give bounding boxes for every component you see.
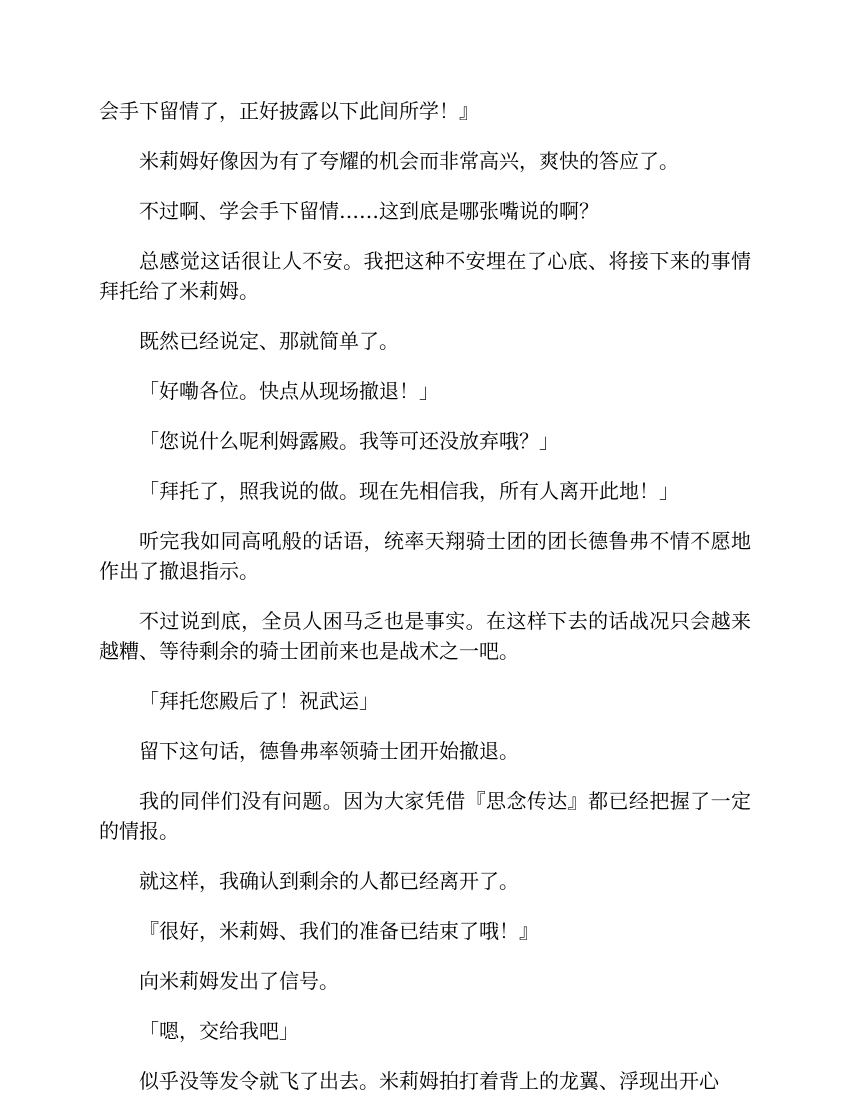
paragraph: 总感觉这话很让人不安。我把这种不安埋在了心底、将接下来的事情拜托给了米莉姆。 bbox=[99, 249, 751, 303]
paragraph: 既然已经说定、那就简单了。 bbox=[139, 329, 399, 353]
paragraph: 听完我如同高吼般的话语，统率天翔骑士团的团长德鲁弗不情不愿地作出了撤退指示。 bbox=[99, 529, 751, 583]
paragraph: 我的同伴们没有问题。因为大家凭借『思念传达』都已经把握了一定的情报。 bbox=[99, 789, 751, 843]
paragraph: 留下这句话，德鲁弗率领骑士团开始撤退。 bbox=[139, 739, 519, 763]
paragraph: 「您说什么呢利姆露殿。我等可还没放弃哦？」 bbox=[139, 429, 559, 453]
paragraph: 不过说到底，全员人困马乏也是事实。在这样下去的话战况只会越来越糟、等待剩余的骑士团前来也是战术之一吧。 bbox=[99, 609, 751, 663]
paragraph: 向米莉姆发出了信号。 bbox=[139, 969, 339, 993]
paragraph: 「拜托了，照我说的做。现在先相信我，所有人离开此地！」 bbox=[139, 479, 679, 503]
paragraph: 「好嘞各位。快点从现场撤退！」 bbox=[139, 379, 439, 403]
paragraph: 不过啊、学会手下留情……这到底是哪张嘴说的啊？ bbox=[139, 199, 599, 223]
paragraph: 「拜托您殿后了！祝武运」 bbox=[139, 689, 379, 713]
document-body bbox=[99, 96, 751, 1116]
paragraph: 会手下留情了，正好披露以下此间所学！』 bbox=[99, 99, 479, 123]
paragraph: 就这样，我确认到剩余的人都已经离开了。 bbox=[139, 869, 519, 893]
paragraph: 「嗯，交给我吧」 bbox=[139, 1019, 299, 1043]
paragraph: 似乎没等发令就飞了出去。米莉姆拍打着背上的龙翼、浮现出开心 bbox=[139, 1069, 719, 1093]
paragraph: 『很好，米莉姆、我们的准备已结束了哦！』 bbox=[139, 919, 539, 943]
paragraph: 米莉姆好像因为有了夸耀的机会而非常高兴，爽快的答应了。 bbox=[139, 149, 679, 173]
